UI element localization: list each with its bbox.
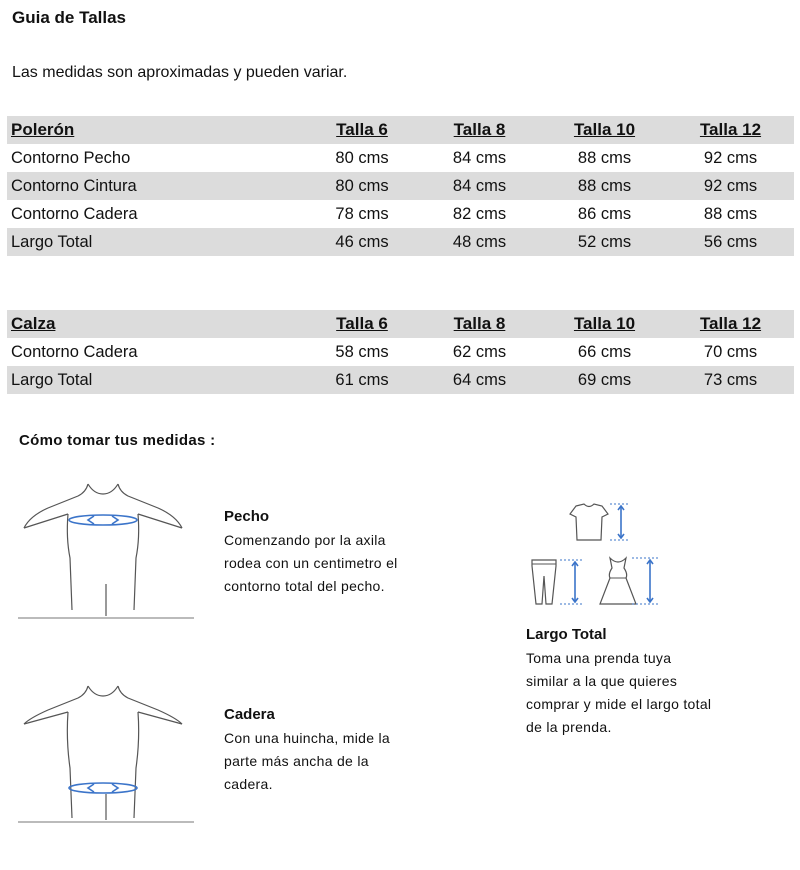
body-hip-figure xyxy=(8,680,198,825)
table-cell: 48 cms xyxy=(417,228,542,256)
table-header-cell: Talla 6 xyxy=(307,116,417,144)
table-cell: 80 cms xyxy=(335,148,389,167)
table-cell: 73 cms xyxy=(667,366,794,394)
instruction-line: comprar y mide el largo total xyxy=(526,696,712,712)
pants-icon xyxy=(526,556,592,608)
table-cell: 56 cms xyxy=(667,228,794,256)
table-cell: 84 cms xyxy=(452,148,507,167)
table-cell: 78 cms xyxy=(335,204,389,223)
table-row xyxy=(7,172,794,200)
dress-icon xyxy=(596,554,662,610)
cadera-instructions xyxy=(224,727,390,796)
table-cell: Largo Total xyxy=(7,366,307,394)
table-header-row xyxy=(7,116,794,144)
instruction-line: contorno total del pecho. xyxy=(224,578,385,594)
table-header-cell: Talla 8 xyxy=(417,310,542,338)
table-cell: 46 cms xyxy=(307,228,417,256)
table-cell: 61 cms xyxy=(307,366,417,394)
table-cell: 92 cms xyxy=(667,172,794,200)
table-header-cell: Talla 8 xyxy=(417,116,542,144)
instruction-line: cadera. xyxy=(224,776,273,792)
table-cell: Contorno Cadera xyxy=(11,204,138,223)
table-row xyxy=(7,338,794,366)
table-header-cell: Talla 10 xyxy=(542,116,667,144)
body-chest-figure xyxy=(8,478,198,623)
table-cell: 82 cms xyxy=(452,204,507,223)
instruction-line: parte más ancha de la xyxy=(224,753,369,769)
table-cell: 84 cms xyxy=(417,172,542,200)
table-cell: 86 cms xyxy=(577,204,632,223)
largo-total-instructions xyxy=(526,647,711,739)
instruction-line: rodea con un centimetro el xyxy=(224,555,398,571)
table-cell: 66 cms xyxy=(577,342,632,361)
page-title: Guia de Tallas xyxy=(12,8,127,27)
table-cell: 64 cms xyxy=(417,366,542,394)
table-cell: 58 cms xyxy=(335,342,389,361)
tshirt-icon xyxy=(564,500,636,544)
page-subtitle: Las medidas son aproximadas y pueden variar. xyxy=(12,64,348,81)
poleron-size-table xyxy=(7,116,794,256)
table-cell: 80 cms xyxy=(307,172,417,200)
pecho-heading: Pecho xyxy=(224,508,270,525)
table-header-cell: Talla 12 xyxy=(667,310,794,338)
table-header-row xyxy=(7,310,794,338)
table-cell: Largo Total xyxy=(7,228,307,256)
table-header-cell: Calza xyxy=(7,310,307,338)
table-cell: 88 cms xyxy=(542,172,667,200)
table-cell: Contorno Cadera xyxy=(11,342,138,361)
largo-total-heading: Largo Total xyxy=(526,626,607,643)
table-cell: 88 cms xyxy=(703,204,758,223)
instruction-line: de la prenda. xyxy=(526,719,612,735)
how-to-measure-title: Cómo tomar tus medidas : xyxy=(19,432,216,449)
table-cell: Contorno Pecho xyxy=(11,148,131,167)
table-cell: 70 cms xyxy=(703,342,758,361)
table-header-cell: Talla 6 xyxy=(307,310,417,338)
table-row xyxy=(7,144,794,172)
table-header-cell: Polerón xyxy=(7,116,307,144)
calza-size-table xyxy=(7,310,794,394)
table-cell: 62 cms xyxy=(452,342,507,361)
table-cell: 69 cms xyxy=(542,366,667,394)
table-header-cell: Talla 10 xyxy=(542,310,667,338)
pecho-instructions xyxy=(224,529,398,598)
table-row xyxy=(7,200,794,228)
instruction-line: Comenzando por la axila xyxy=(224,532,386,548)
table-cell: 52 cms xyxy=(542,228,667,256)
instruction-line: similar a la que quieres xyxy=(526,673,678,689)
table-row xyxy=(7,228,794,256)
table-cell: Contorno Cintura xyxy=(7,172,307,200)
cadera-heading: Cadera xyxy=(224,706,275,723)
table-cell: 92 cms xyxy=(703,148,758,167)
table-row xyxy=(7,366,794,394)
table-header-cell: Talla 12 xyxy=(667,116,794,144)
instruction-line: Con una huincha, mide la xyxy=(224,730,390,746)
instruction-line: Toma una prenda tuya xyxy=(526,650,672,666)
table-cell: 88 cms xyxy=(577,148,632,167)
